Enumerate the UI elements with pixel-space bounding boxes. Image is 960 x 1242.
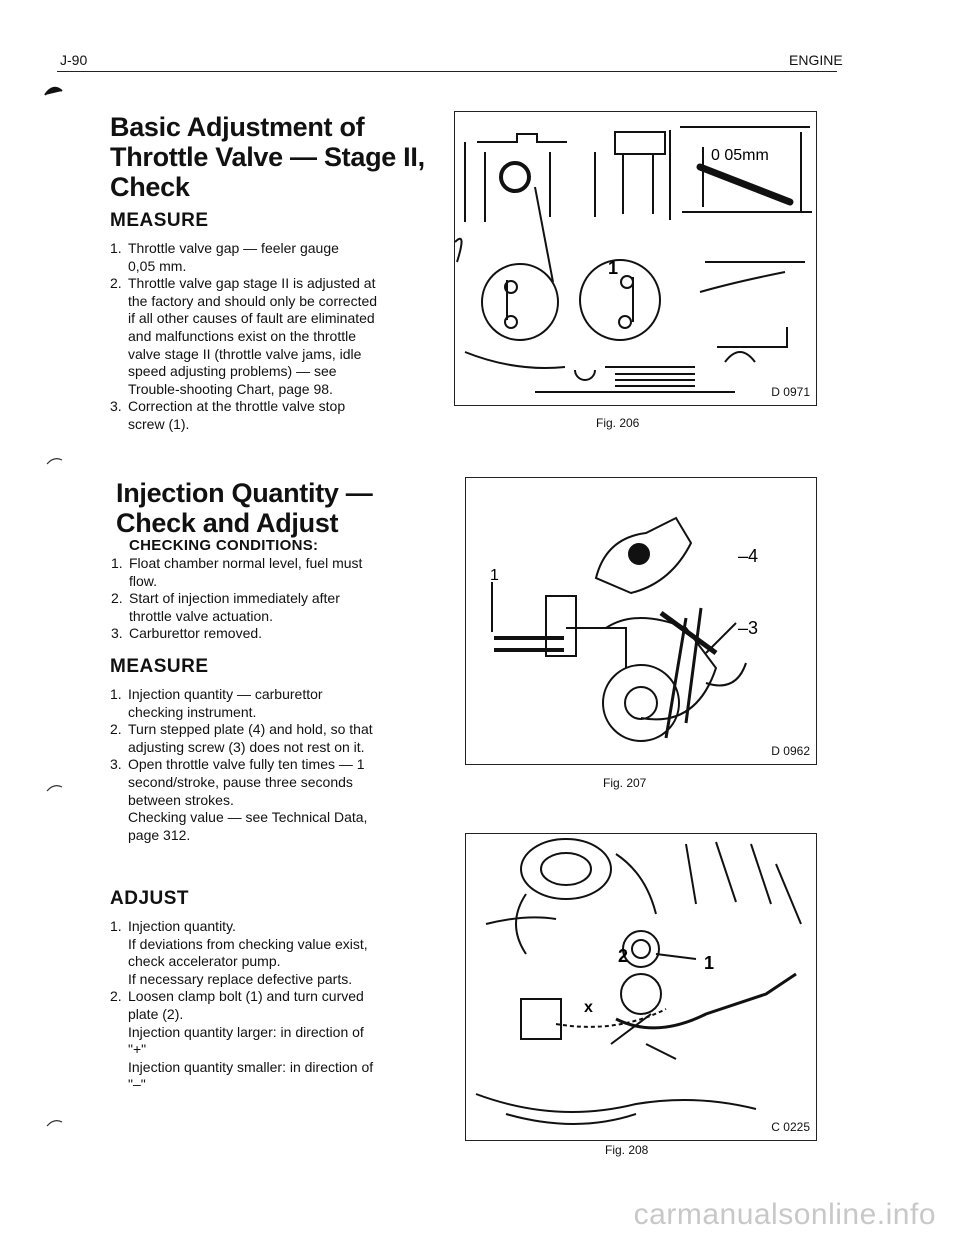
- callout-4: –4: [738, 546, 759, 566]
- title-line: Throttle Valve — Stage II,: [110, 142, 425, 172]
- section-title: ENGINE: [789, 52, 843, 68]
- title-line: Injection Quantity —: [116, 478, 373, 508]
- list-item: 2. Start of injection immediately after throttle valve actuation.: [111, 590, 340, 624]
- title-line: Check and Adjust: [116, 508, 339, 538]
- title-line: Basic Adjustment of: [110, 112, 365, 142]
- callout-3: –3: [738, 618, 759, 638]
- measure-heading: MEASURE: [110, 210, 209, 231]
- figure-caption: Fig. 207: [603, 776, 647, 790]
- section2-title: [116, 478, 436, 538]
- figure-code: C 0225: [771, 1120, 810, 1134]
- carburettor-drawing: [455, 112, 816, 405]
- list-item: 2. Throttle valve gap stage II is adjusted at the factory and should only be corrected if all other causes of fault are eliminated and malfunctions exist on the throttle valve stage II (throttle valve jams, idle speed adjusting problems) — see Trouble-shooting Chart, page 98.: [110, 275, 378, 397]
- list-item: 1. Injection quantity. If deviations from checking value exist, check accelerator pump. If necessary replace defective parts.: [110, 918, 368, 987]
- callout-1: 1: [608, 258, 619, 278]
- list-item: 3. Correction at the throttle valve stop screw (1).: [110, 398, 346, 432]
- figure-208: [465, 833, 817, 1141]
- adjust-list: [110, 918, 450, 1094]
- measure-heading: MEASURE: [110, 656, 209, 677]
- callout-x: x: [584, 999, 593, 1016]
- clamp-bolt-drawing: [466, 834, 816, 1140]
- margin-mark: [44, 84, 64, 102]
- margin-mark: [46, 780, 66, 798]
- section1-steps: [110, 240, 440, 434]
- conditions-heading: CHECKING CONDITIONS:: [129, 537, 319, 554]
- list-item: 1. Injection quantity — carburettor checking instrument.: [110, 686, 323, 720]
- list-item: 3. Carburettor removed.: [111, 625, 263, 642]
- margin-mark: [46, 453, 66, 471]
- conditions-list: [111, 555, 441, 643]
- title-line: Check: [110, 172, 190, 202]
- callout-2: 2: [618, 946, 629, 966]
- watermark: carmanualsonline.info: [633, 1198, 936, 1231]
- figure-caption: Fig. 206: [596, 416, 640, 430]
- adjust-heading: ADJUST: [110, 888, 190, 909]
- page-number: J-90: [60, 52, 88, 68]
- figure-caption: Fig. 208: [605, 1143, 649, 1157]
- list-item: 1. Float chamber normal level, fuel must flow.: [111, 555, 363, 589]
- section1-title: [110, 112, 430, 202]
- list-item: 2. Loosen clamp bolt (1) and turn curved plate (2). Injection quantity larger: in direction of "+" Injection quantity smaller: in direction of "–": [110, 988, 374, 1093]
- callout-1: 1: [490, 567, 499, 584]
- list-item: 3. Open throttle valve fully ten times — 1 second/stroke, pause three seconds between strokes. Checking value — see Technical Data, page 312.: [110, 756, 368, 843]
- figure-code: D 0971: [771, 385, 810, 399]
- list-item: 2. Turn stepped plate (4) and hold, so that adjusting screw (3) does not rest on it.: [110, 721, 373, 755]
- margin-mark: [46, 1115, 66, 1133]
- header-rule: [57, 71, 837, 72]
- list-item: 1. Throttle valve gap — feeler gauge 0,05 mm.: [110, 240, 339, 274]
- callout-1: 1: [704, 953, 715, 973]
- figure-207: [465, 477, 817, 765]
- figure-206: [454, 111, 817, 406]
- gap-label: 0 05mm: [711, 147, 769, 164]
- figure-code: D 0962: [771, 744, 810, 758]
- injection-mechanism-drawing: [466, 478, 816, 764]
- measure-list: [110, 686, 440, 844]
